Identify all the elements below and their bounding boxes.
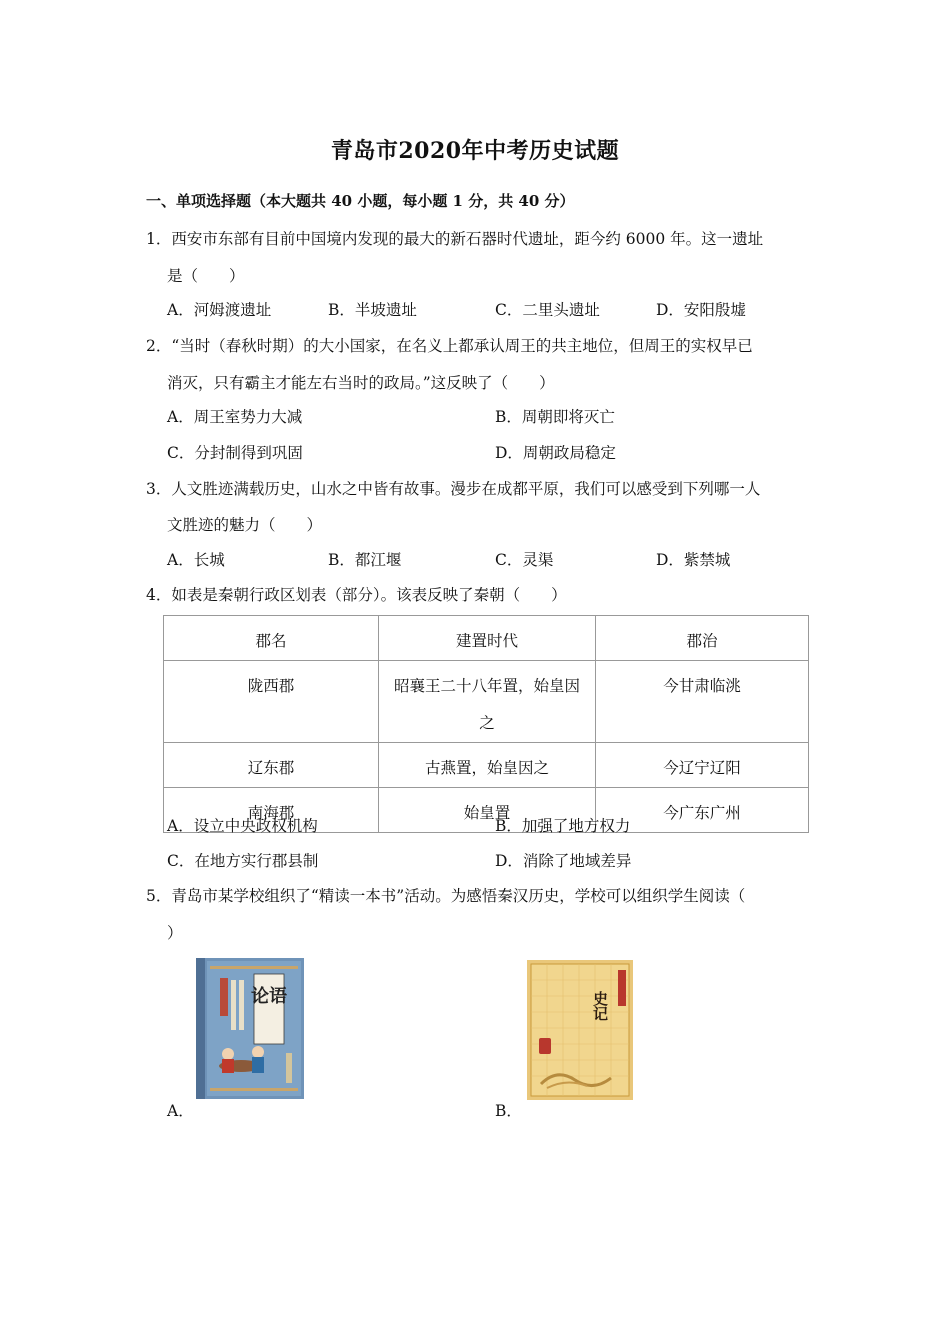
- table-cell: 南海郡: [164, 788, 379, 833]
- question-3-line1: 3．人文胜迹满载历史，山水之中皆有故事。漫步在成都平原，我们可以感受到下列哪一人: [146, 480, 761, 498]
- book-lunyu-illustration: [196, 958, 304, 1099]
- book-a-title: 论语: [251, 986, 287, 1007]
- question-3-option-c: C．灵渠: [495, 551, 554, 569]
- question-5-option-a: A．: [167, 1102, 194, 1120]
- question-5-option-b: B．: [495, 1102, 522, 1120]
- book-cover-shiji: [527, 960, 633, 1100]
- question-3-option-d: D．紫禁城: [656, 551, 731, 569]
- question-4-option-a: A．设立中央政权机构: [167, 817, 318, 835]
- question-4-option-b: B．加强了地方权力: [495, 817, 631, 835]
- section-heading: 一、单项选择题（本大题共 40 小题，每小题 1 分，共 40 分）: [146, 192, 575, 210]
- question-1-option-a: A．河姆渡遗址: [167, 301, 272, 319]
- question-4-option-d: D．消除了地域差异: [495, 852, 632, 870]
- table-cell: 今辽宁辽阳: [596, 743, 809, 788]
- book-b-title: 史记: [591, 991, 609, 1021]
- question-5-line2: ）: [167, 924, 183, 942]
- question-4-line1: 4．如表是秦朝行政区划表（部分）。该表反映了秦朝（ ）: [146, 586, 567, 604]
- question-2-option-a: A．周王室势力大减: [167, 408, 303, 426]
- table-row: [164, 661, 809, 743]
- question-3-option-b: B．都江堰: [328, 551, 402, 569]
- question-2-option-d: D．周朝政局稳定: [495, 444, 616, 462]
- table-cell: 古燕置，始皇因之: [379, 743, 596, 788]
- question-1-option-d: D．安阳殷墟: [656, 301, 746, 319]
- table-cell: 今甘肃临洮: [596, 661, 809, 743]
- table-cell: 始皇置: [379, 788, 596, 833]
- table-cell: 辽东郡: [164, 743, 379, 788]
- table-row: [164, 743, 809, 788]
- table-header-cell: 郡治: [596, 616, 809, 661]
- question-1-line1: 1．西安市东部有目前中国境内发现的最大的新石器时代遗址，距今约 6000 年。这一遗址: [146, 230, 764, 248]
- book-cover-lunyu: [196, 958, 304, 1099]
- question-4-option-c: C．在地方实行郡县制: [167, 852, 319, 870]
- table-cell: 今广东广州: [596, 788, 809, 833]
- question-1-line2: 是（ ）: [167, 267, 245, 285]
- question-3-option-a: A．长城: [167, 551, 225, 569]
- qin-admin-table: [163, 615, 809, 833]
- question-1-option-b: B．半坡遗址: [328, 301, 417, 319]
- table-cell: 陇西郡: [164, 661, 379, 743]
- question-5-line1: 5．青岛市某学校组织了“精读一本书”活动。为感悟秦汉历史，学校可以组织学生阅读（: [146, 887, 746, 905]
- question-2-option-c: C．分封制得到巩固: [167, 444, 303, 462]
- question-3-line2: 文胜迹的魅力（ ）: [167, 516, 323, 534]
- table-cell: 昭襄王二十八年置，始皇因之: [379, 661, 596, 743]
- question-1-option-c: C．二里头遗址: [495, 301, 600, 319]
- book-shiji-illustration: [527, 960, 633, 1100]
- table-header-cell: 郡名: [164, 616, 379, 661]
- question-2-line1: 2．“当时（春秋时期）的大小国家，在名义上都承认周王的共主地位，但周王的实权早已: [146, 337, 753, 355]
- page-title: 青岛市2020年中考历史试题: [330, 138, 620, 164]
- question-2-option-b: B．周朝即将灭亡: [495, 408, 615, 426]
- table-header-row: [164, 616, 809, 661]
- question-2-line2: 消灭，只有霸主才能左右当时的政局。”这反映了（ ）: [167, 374, 555, 392]
- table-header-cell: 建置时代: [379, 616, 596, 661]
